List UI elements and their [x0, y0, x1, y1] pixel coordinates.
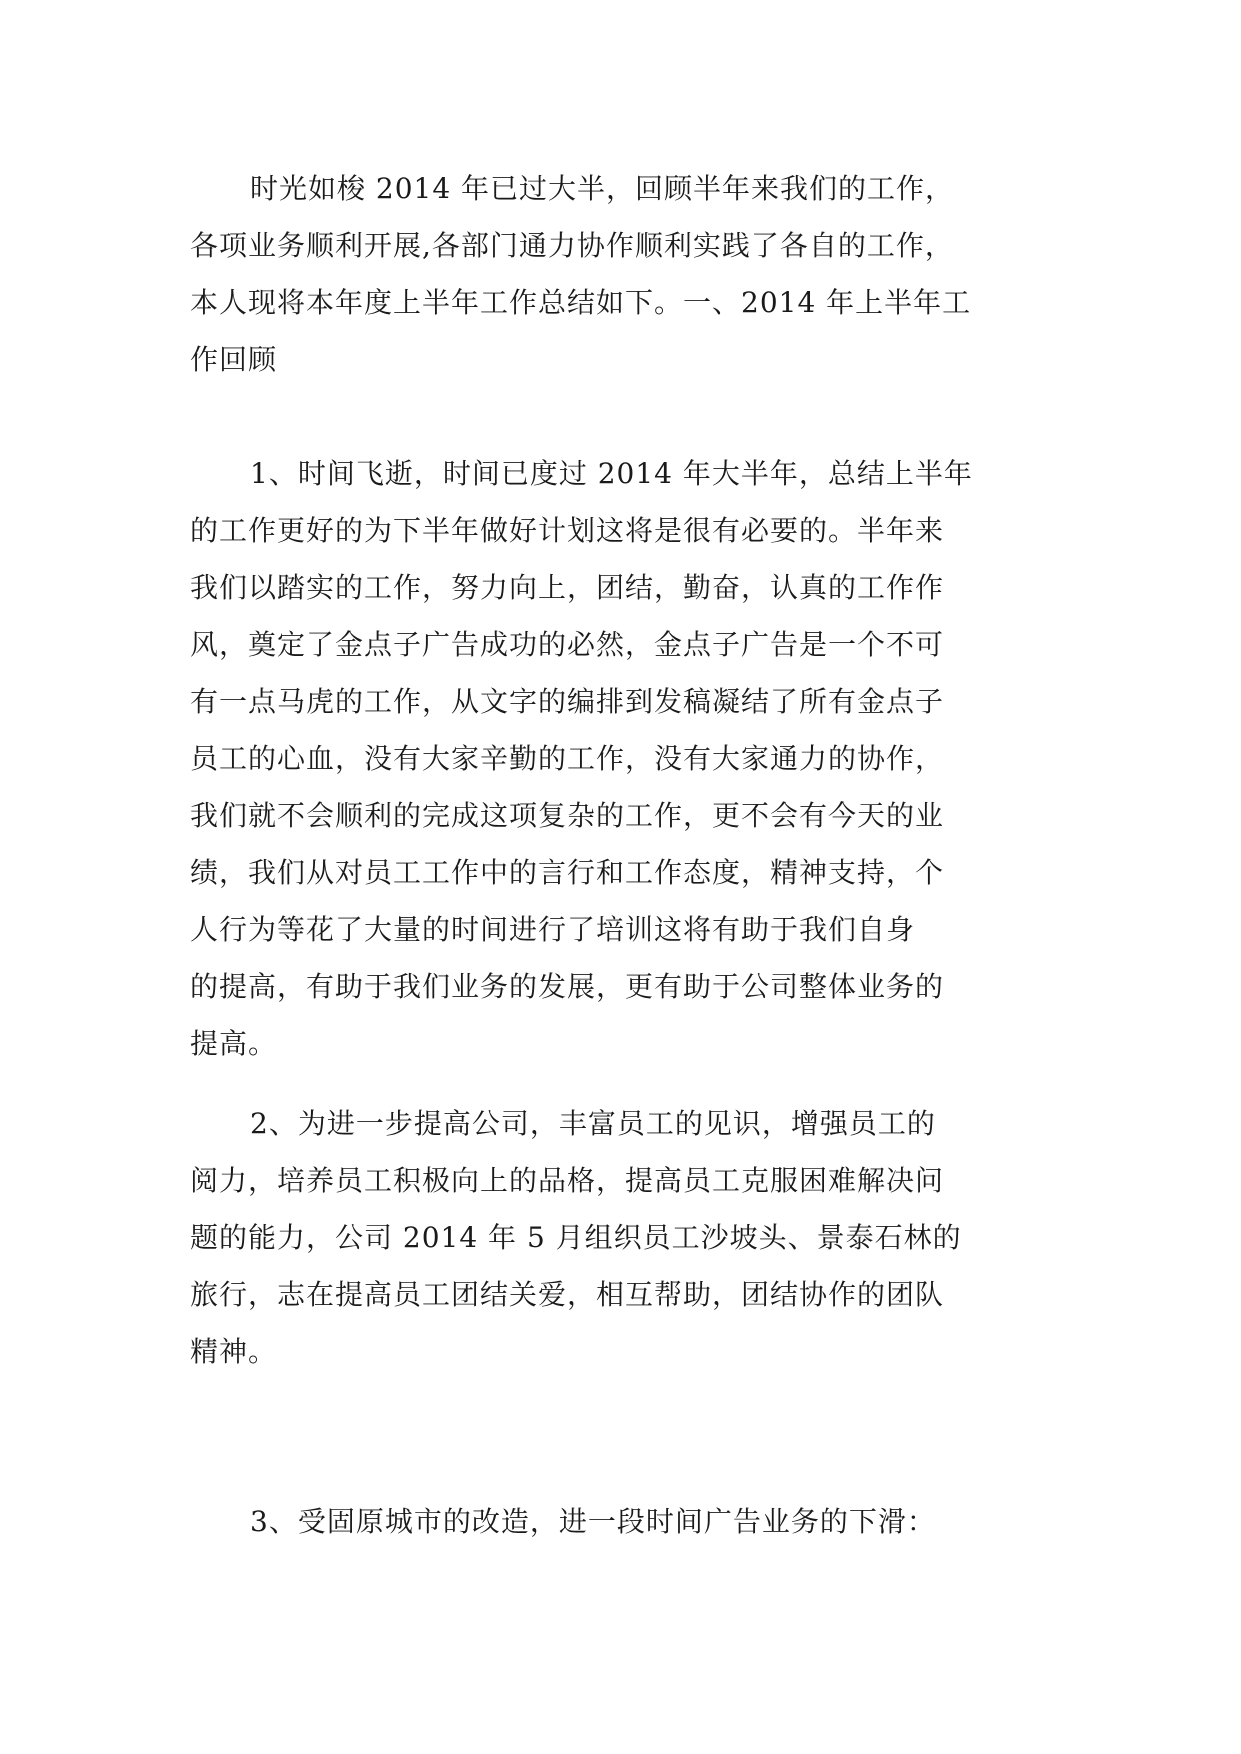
text-line: 人行为等花了大量的时间进行了培训这将有助于我们自身 — [190, 913, 916, 946]
text-line: 员工的心血，没有大家辛勤的工作，没有大家通力的协作， — [190, 742, 945, 775]
text-line: 3、受固原城市的改造，进一段时间广告业务的下滑： — [250, 1505, 936, 1538]
text-line: 风，奠定了金点子广告成功的必然，金点子广告是一个不可 — [190, 628, 945, 661]
text-line: 本人现将本年度上半年工作总结如下。一、2014 年上半年工 — [190, 286, 972, 319]
text-line: 绩，我们从对员工工作中的言行和工作态度，精神支持，个 — [190, 856, 945, 889]
text-line: 1、时间飞逝，时间已度过 2014 年大半年，总结上半年 — [250, 457, 973, 490]
text-line: 各项业务顺利开展,各部门通力协作顺利实践了各自的工作， — [190, 229, 954, 262]
text-line: 我们以踏实的工作，努力向上，团结，勤奋，认真的工作作 — [190, 571, 945, 604]
paragraph-item-1 — [190, 445, 973, 1072]
paragraph-item-3 — [190, 1493, 936, 1550]
text-line: 时光如梭 2014 年已过大半，回顾半年来我们的工作， — [250, 172, 955, 205]
text-line: 作回顾 — [190, 343, 278, 376]
text-line: 的提高，有助于我们业务的发展，更有助于公司整体业务的 — [190, 970, 945, 1003]
text-line: 提高。 — [190, 1027, 278, 1060]
text-line: 题的能力，公司 2014 年 5 月组织员工沙坡头、景泰石林的 — [190, 1221, 962, 1254]
text-line: 的工作更好的为下半年做好计划这将是很有必要的。半年来 — [190, 514, 945, 547]
text-line: 精神。 — [190, 1335, 278, 1368]
text-line: 旅行，志在提高员工团结关爱，相互帮助，团结协作的团队 — [190, 1278, 945, 1311]
paragraph-item-2 — [190, 1095, 962, 1380]
text-line: 有一点马虎的工作，从文字的编排到发稿凝结了所有金点子 — [190, 685, 945, 718]
text-line: 我们就不会顺利的完成这项复杂的工作，更不会有今天的业 — [190, 799, 945, 832]
paragraph-intro — [190, 160, 971, 388]
text-line: 2、为进一步提高公司，丰富员工的见识，增强员工的 — [250, 1107, 936, 1140]
text-line: 阅力，培养员工积极向上的品格，提高员工克服困难解决问 — [190, 1164, 945, 1197]
